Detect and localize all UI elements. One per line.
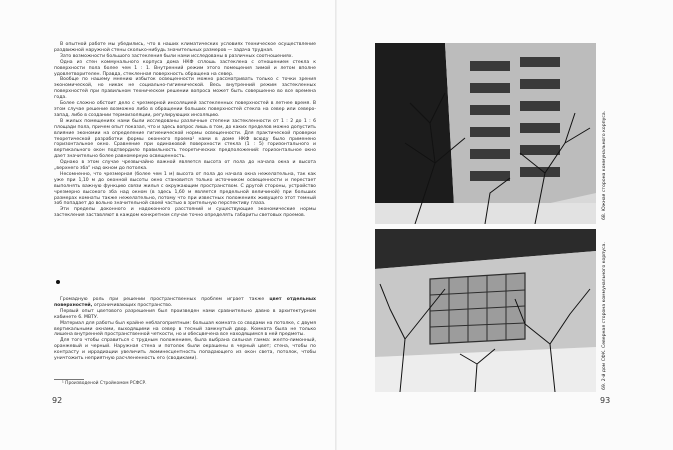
left-page-text-top	[54, 42, 316, 219]
photo-north-side-image	[375, 229, 596, 392]
page-number-right: 93	[600, 396, 611, 405]
photo-north-side	[375, 229, 596, 392]
photo-south-facade-image	[375, 43, 596, 224]
page-number-left: 92	[52, 396, 63, 405]
footnote-rule	[54, 379, 84, 380]
paragraph-bold-term: цвет отдельных поверхностей,	[54, 297, 316, 308]
left-page-text-bottom	[54, 297, 316, 362]
paragraph: Одна из стен коммунального корпуса дома НКФ сплошь застеклена с отношением стекла к поверхности пола более чем 1 : 1. Внутренний режим этого помещения зимой и летом вполне удовлетворителен. Правда, стекленная поверхность обращена на север.	[54, 59, 316, 77]
footnote: ¹ Производеной Стройкомом РСФСР.	[62, 381, 147, 386]
paragraph-color	[54, 297, 316, 309]
photo-south-facade	[375, 43, 596, 224]
paragraph: Однако в этом случае чрезвычайно важной является высота от пола до начала окна и высота „верхнего зба“ над окном до потолка.	[54, 160, 316, 172]
paragraph-lead: Громадную роль при решении пространственных проблем играет также	[60, 297, 270, 302]
paragraph: Эти пределы доконного и надоконного расстояний и существующие экономические нормы застекления заставляют в каждом конкретном случае точно определять габариты световых проемов.	[54, 207, 316, 219]
paragraph: В жилых помещениях нами были исследованы различные степени застекленности от 1 : 2 до 1 : 6 площади пола, причем опыт показал, что и здесь вопрос лишь в том, до каких пределов можно допустить влияние экономии на определение гигиенической нормы освещенности. Для практической проверки теоретической разработки формы оконного проема¹ нами в доме НКФ всюду было применено горизонтальное окно. Сравнение при одинаковой поверхности стекла (1 : 5) горизонтального и вертикального окон подтвердило правильность теоретических предположений: горизонтальное окно дает значительно более равномерную освещенность.	[54, 118, 316, 160]
caption-photo-68: 68. Южная сторона коммунального корпуса.	[602, 110, 607, 220]
page-gutter	[335, 0, 337, 450]
paragraph-tail: ограничивающих пространство.	[92, 302, 173, 308]
section-bullet	[56, 280, 60, 284]
paragraph: Зато возможности большого застекления были нами исследованы в различных соотношениях.	[60, 53, 293, 59]
paragraph: Для того чтобы справиться с трудным положением, была выбрана сильная гамма: желто-лимонный, оранжевый и черный. Наружная стена и потолок были окрашены в черный цвет; стена, чтобы по контрасту и иррадиации увеличить люминесцентность попадающего из окон света, потолок, чтобы уничтожить неприятную расчлененность его (сводиками).	[54, 338, 316, 362]
paragraph: Первый опыт цветового разрешения был произведен нами сравнительно давно в архитектурном кабинете 6. МВТУ.	[54, 308, 316, 320]
caption-photo-69: 69. 2-й дом СФК. Северная сторона коммунального корпуса.	[602, 242, 607, 390]
paragraph: Материал для работы был крайне неблагоприятным: большая комната со сводами на потолке, с двумя вертикальными окнами, выходящими на север в тесный замкнутый двор. Комната была не только лишена внутренней пространственной четкости, но и обесцвечена все находящимся в ней предметы.	[54, 320, 316, 338]
paragraph: В опытной работе мы убедились, что в наших климатических условиях техническое осуществление раздвижной наружной стены сколько-нибудь значительных размеров — задача трудная.	[54, 42, 316, 53]
paragraph: Несомненно, что чрезмерная (более чем 1 м) высота от пола до начала окна нежелательна, так как уже при 1,10 м до оконной высоты окно становится только источником освещенности и перестает выполнять важную функцию связи жилья с окружающим пространством. С другой стороны, устройство чрезмерно высокого зба над окном (в здесь 1,60 м является предельной величиной) при больших размерах комнаты также нежелательно, потому что при известных положениях живущего этот темный зоб попадает до вольно значительной своей частью в зрительную перспективу глаза.	[54, 171, 316, 207]
paragraph: Вообще по нашему мнению избыток освещенности можно рассматривать только с точки зрения экономической, но никак не социально-гигиенической. Весь внутренний режим застекленных поверхностей при правильном техническом решении вопроса может быть совершенно во все времена года.	[54, 77, 316, 101]
paragraph: Более сложно обстоит дело с чрезмерной инсоляцией застекленных поверхностей в летнее время. В этом случае решение возможно либо в обращении больших поверхностей стекла на север или северо-запад, либо в создании термоизоляции, регулирующих инсоляцию.	[54, 101, 316, 118]
